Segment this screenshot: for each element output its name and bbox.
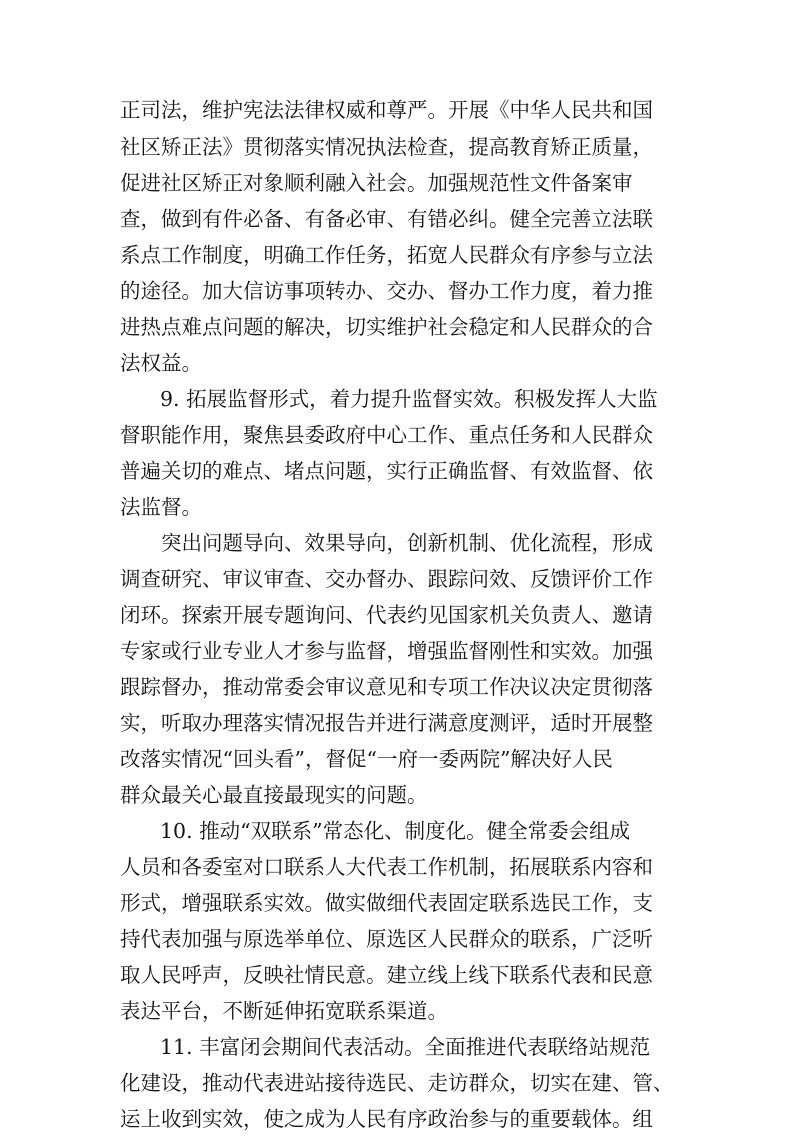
line-text: 进热点难点问题的解决，切实维护社会稳定和人民群众的合 xyxy=(120,315,653,339)
text-line xyxy=(0,166,793,200)
text-line xyxy=(0,130,793,164)
line-text: 督职能作用，聚焦县委政府中心工作、重点任务和人民群众 xyxy=(120,423,653,447)
line-text: 形式，增强联系实效。做实做细代表固定联系选民工作，支 xyxy=(120,891,653,915)
line-text: 专家或行业专业人才参与监督，增强监督刚性和实效。加强 xyxy=(120,639,653,663)
text-line xyxy=(0,706,793,740)
text-line xyxy=(0,850,793,884)
line-text: 系点工作制度，明确工作任务，拓宽人民群众有序参与立法 xyxy=(120,243,653,267)
text-line xyxy=(0,562,793,596)
line-text: 的途径。加大信访事项转办、交办、督办工作力度，着力推 xyxy=(120,279,653,303)
line-text: 持代表加强与原选举单位、原选区人民群众的联系，广泛听 xyxy=(120,927,653,951)
text-line xyxy=(0,93,793,127)
line-text: 跟踪督办，推动常委会审议意见和专项工作决议决定贯彻落 xyxy=(120,675,653,699)
line-text: 法监督。 xyxy=(120,495,202,519)
line-text: 正司法，维护宪法法律权威和尊严。开展《中华人民共和国 xyxy=(120,98,653,122)
line-text: 取人民呼声，反映社情民意。建立线上线下联系代表和民意 xyxy=(120,963,653,987)
text-line xyxy=(0,670,793,704)
text-line xyxy=(0,238,793,272)
line-text: 人员和各委室对口联系人大代表工作机制，拓展联系内容和 xyxy=(120,855,653,879)
text-line xyxy=(0,778,793,812)
text-line xyxy=(0,1102,793,1136)
line-text: 11. 丰富闭会期间代表活动。全面推进代表联络站规范 xyxy=(160,1035,651,1059)
line-text: 调查研究、审议审查、交办督办、跟踪问效、反馈评价工作 xyxy=(120,567,653,591)
line-text: 化建设，推动代表进站接待选民、走访群众，切实在建、管、 xyxy=(120,1071,674,1095)
text-line xyxy=(0,274,793,308)
line-text: 普遍关切的难点、堵点问题，实行正确监督、有效监督、依 xyxy=(120,459,653,483)
line-text: 突出问题导向、效果导向，创新机制、优化流程，形成 xyxy=(161,531,653,555)
text-line xyxy=(0,382,793,416)
line-text: 9. 拓展监督形式，着力提升监督实效。积极发挥人大监 xyxy=(160,387,658,411)
text-line xyxy=(0,634,793,668)
line-text: 运上收到实效，使之成为人民有序政治参与的重要载体。组 xyxy=(120,1107,653,1131)
text-line xyxy=(0,1066,793,1100)
text-line xyxy=(0,454,793,488)
line-text: 闭环。探索开展专题询问、代表约见国家机关负责人、邀请 xyxy=(120,603,653,627)
text-line xyxy=(0,202,793,236)
text-line xyxy=(0,814,793,848)
text-line xyxy=(0,598,793,632)
text-line xyxy=(0,886,793,920)
text-line xyxy=(0,310,793,344)
text-line xyxy=(0,994,793,1028)
text-line xyxy=(0,922,793,956)
line-text: 表达平台，不断延伸拓宽联系渠道。 xyxy=(120,999,448,1023)
text-line xyxy=(0,742,793,776)
text-line xyxy=(0,526,793,560)
text-line xyxy=(0,418,793,452)
text-line xyxy=(0,1030,793,1064)
line-text: 改落实情况“回头看”，督促“一府一委两院”解决好人民 xyxy=(120,747,613,771)
line-text: 实，听取办理落实情况报告并进行满意度测评，适时开展整 xyxy=(120,711,653,735)
text-line xyxy=(0,490,793,524)
line-text: 促进社区矫正对象顺利融入社会。加强规范性文件备案审 xyxy=(120,171,633,195)
text-line xyxy=(0,958,793,992)
line-text: 10. 推动“双联系”常态化、制度化。健全常委会组成 xyxy=(160,819,631,843)
line-text: 群众最关心最直接最现实的问题。 xyxy=(120,783,428,807)
text-line xyxy=(0,346,793,380)
line-text: 法权益。 xyxy=(120,351,202,375)
line-text: 社区矫正法》贯彻落实情况执法检查，提高教育矫正质量， xyxy=(120,135,653,159)
line-text: 查，做到有件必备、有备必审、有错必纠。健全完善立法联 xyxy=(120,207,653,231)
